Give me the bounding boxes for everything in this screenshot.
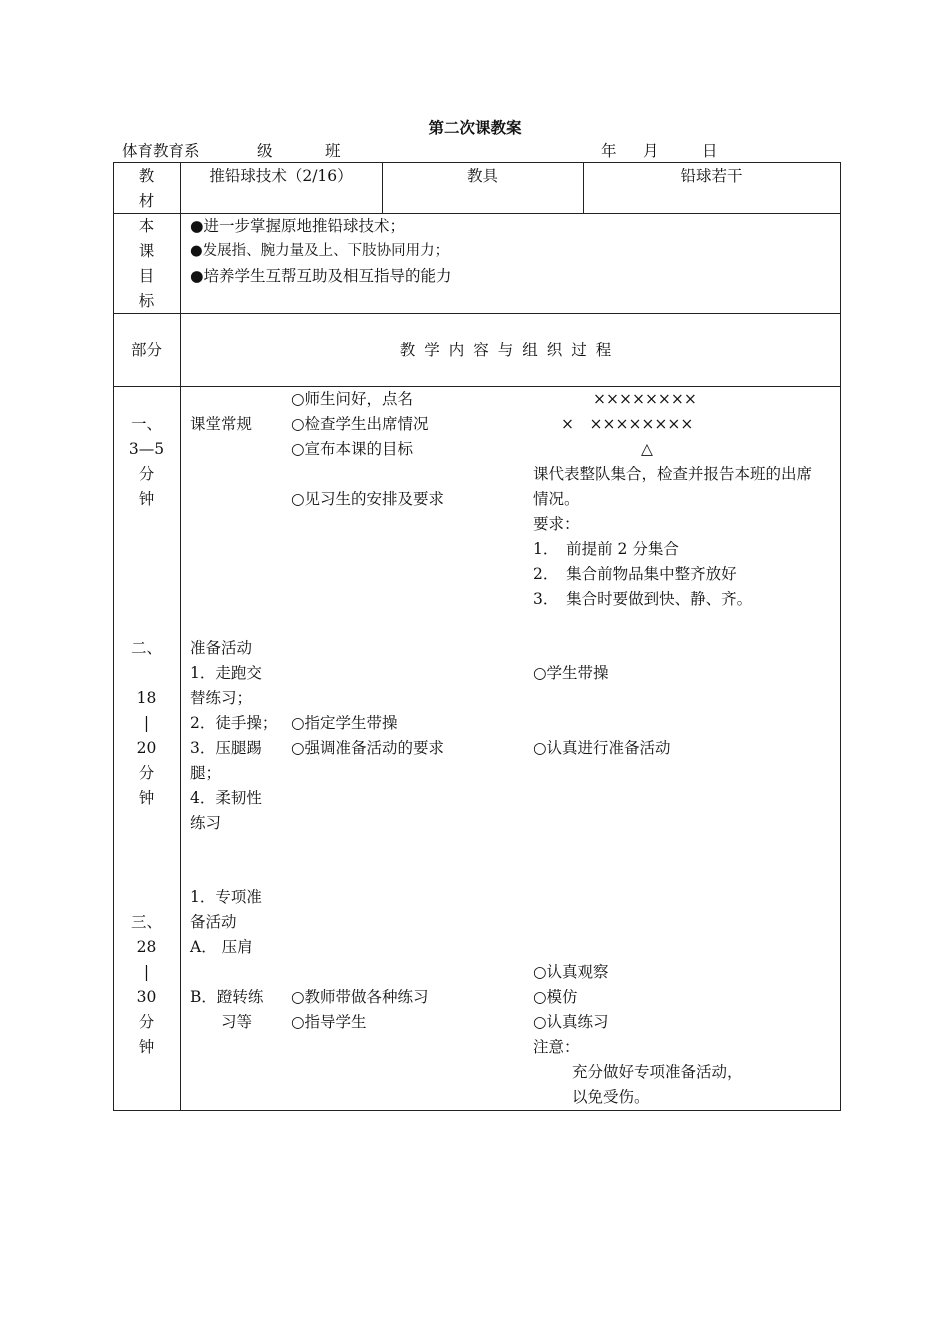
activity-line: 腿； [190,764,222,782]
objectives-label-char: 本 [138,217,155,235]
section2-part [113,636,180,811]
day-label: 日 [702,142,718,160]
objective-item: ●进一步掌握原地推铅球技术； [190,217,406,235]
activity-line: 3．压腿踢 [190,739,262,757]
activity-line: 1．走跑交 [190,664,262,682]
table-border-bottom [113,1110,841,1111]
content-header: 教学内容与组织过程 [399,341,621,359]
year-label: 年 [601,142,617,160]
part-text: 钟 [138,789,155,807]
section1-part [113,412,180,512]
student-activity: ○学生带操 [533,664,609,682]
teacher-activity: ○指定学生带操 [291,714,398,732]
page-title: 第二次课教案 [428,118,522,137]
teacher-activity: ○检查学生出席情况 [291,415,429,433]
formation-row: ×××××××× [593,390,697,408]
note-line: 以免受伤。 [572,1088,650,1106]
teacher-activity: ○教师带做各种练习 [291,988,429,1006]
student-activity: 3． 集合时要做到快、静、齐。 [533,590,753,608]
formation-row: × ×××××××× [561,415,694,433]
objectives-label-char: 课 [138,242,155,260]
teacher-activity: ○见习生的安排及要求 [291,490,445,508]
section1-teacher [291,387,444,512]
part-text: 分 [138,764,155,782]
part-text: 18 [136,689,157,707]
activity-line: 2．徒手操； [190,714,278,732]
material-label-char: 教 [138,167,155,185]
column-divider [180,162,181,1110]
activity-line [190,960,263,985]
material-label-char: 材 [138,192,155,210]
equipment-value: 铅球若干 [680,167,743,185]
dept-label: 体育教育系 [122,142,200,160]
section3-student [533,960,609,1060]
student-activity: 2． 集合前物品集中整齐放好 [533,565,737,583]
teacher-activity: ○宣布本课的目标 [291,440,414,458]
activity-line: 习等 [190,1013,253,1031]
student-activity [533,711,671,736]
part-text: 二、 [130,639,162,657]
part-text: | [143,714,150,732]
activity-line: 替练习； [190,689,253,707]
section2-title [190,636,277,836]
section3-title [190,885,263,1035]
section1-title: 课堂常规 [190,415,253,433]
student-activity: ○认真练习 [533,1013,609,1031]
part-text: 28 [136,938,157,956]
table-border-right [840,162,841,1110]
part-text: 20 [136,739,157,757]
part-text: | [143,963,150,981]
student-activity: ○模仿 [533,988,578,1006]
part-text: 30 [136,988,157,1006]
student-activity [533,686,671,711]
objective-item: ●发展指、腕力量及上、下肢协同用力； [190,243,450,259]
table-border-top [113,162,841,163]
section2-teacher [291,711,444,761]
equipment-label: 教具 [466,167,498,185]
part-text: 3—5 [128,440,165,458]
student-activity: 注意： [533,1038,580,1056]
activity-line: 准备活动 [190,639,253,657]
teacher-marker: △ [641,440,653,458]
activity-line: 备活动 [190,913,237,931]
student-activity: 要求： [533,515,580,533]
topic-cell: 推铅球技术（2/16） [209,167,353,185]
teacher-activity: ○师生问好，点名 [291,390,414,408]
objectives-label-char: 标 [138,292,155,310]
row-divider [113,386,841,387]
objectives-list [190,214,452,289]
section3-note [572,1060,743,1110]
part-text: 钟 [138,490,155,508]
grade-label: 级 [257,142,273,160]
teacher-activity [291,462,444,487]
material-label [113,164,180,214]
class-label: 班 [325,142,341,160]
objective-item: ●培养学生互帮互助及相互指导的能力 [190,267,452,285]
month-label: 月 [643,142,659,160]
activity-line: A． 压肩 [190,938,253,956]
student-activity: ○认真进行准备活动 [533,739,671,757]
objectives-label-char: 目 [138,267,155,285]
part-text: 一、 [130,415,162,433]
student-activity: 情况。 [533,490,580,508]
part-header: 部分 [130,341,162,359]
activity-line: 练习 [190,814,222,832]
activity-line: 1．专项准 [190,888,262,906]
section3-part [113,910,180,1060]
part-text: 分 [138,465,155,483]
part-text: 三、 [130,913,162,931]
teacher-activity: ○指导学生 [291,1013,367,1031]
activity-line: B．蹬转练 [190,988,264,1006]
note-line: 充分做好专项准备活动， [572,1063,743,1081]
teacher-activity: ○强调准备活动的要求 [291,739,445,757]
objectives-label [113,214,180,314]
student-activity: 1． 前提前 2 分集合 [533,540,679,558]
activity-line: 4．柔韧性 [190,789,262,807]
part-text [113,661,180,686]
section1-student [533,462,812,612]
student-activity: 课代表整队集合，检查并报告本班的出席 [533,465,813,483]
section2-student [533,661,671,761]
part-text: 分 [138,1013,155,1031]
row-divider [113,313,841,314]
section3-teacher [291,985,429,1035]
part-text: 钟 [138,1038,155,1056]
student-activity: ○认真观察 [533,963,609,981]
